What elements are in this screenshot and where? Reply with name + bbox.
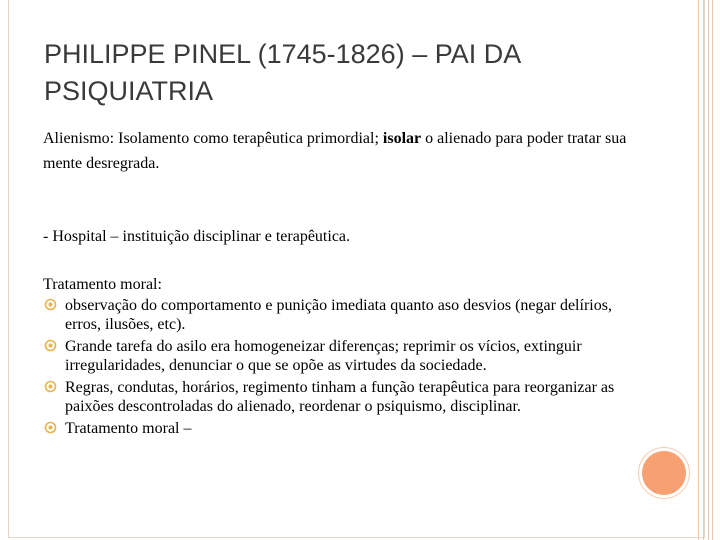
list-item-text: Tratamento moral – xyxy=(65,420,192,437)
list-item xyxy=(43,337,643,375)
list-item xyxy=(43,296,643,334)
paragraph-alienismo xyxy=(43,126,663,176)
paragraph-text: Alienismo: Isolamento como terapêutica primordial; xyxy=(43,130,383,147)
paragraph-tratamento-heading: Tratamento moral: xyxy=(43,276,162,293)
decorative-line xyxy=(708,0,709,540)
paragraph-hospital: - Hospital – instituição disciplinar e terapêutica. xyxy=(43,228,351,245)
paragraph-text: o alienado para poder tratar sua mente desregrada. xyxy=(43,130,627,172)
sun-bullet-icon xyxy=(44,339,57,352)
decorative-line xyxy=(703,0,704,540)
decorative-line xyxy=(698,0,699,540)
slide-title: PHILIPPE PINEL (1745-1826) – PAI DA PSIQUIATRIA xyxy=(44,39,520,106)
list-item-text: Regras, condutas, horários, regimento tinham a função terapêutica para reorganizar as paixões descontroladas do alienado, reordenar o psiquismo, disciplinar. xyxy=(65,379,615,415)
bold-term: isolar xyxy=(382,130,422,147)
list-item xyxy=(43,419,643,438)
bullet-list xyxy=(43,296,643,438)
list-item-text: observação do comportamento e punição imediata quanto aso desvios (negar delírios, erros, ilusões, etc). xyxy=(65,297,612,333)
list-item xyxy=(43,378,643,416)
sun-bullet-icon xyxy=(44,421,57,434)
decorative-circle xyxy=(642,451,686,495)
sun-bullet-icon xyxy=(44,298,57,311)
sun-bullet-icon xyxy=(44,380,57,393)
list-item-text: Grande tarefa do asilo era homogeneizar diferenças; reprimir os vícios, extinguir irregularidades, denunciar o que se opõe as virtudes da sociedade. xyxy=(65,338,582,374)
decorative-line xyxy=(712,0,713,540)
